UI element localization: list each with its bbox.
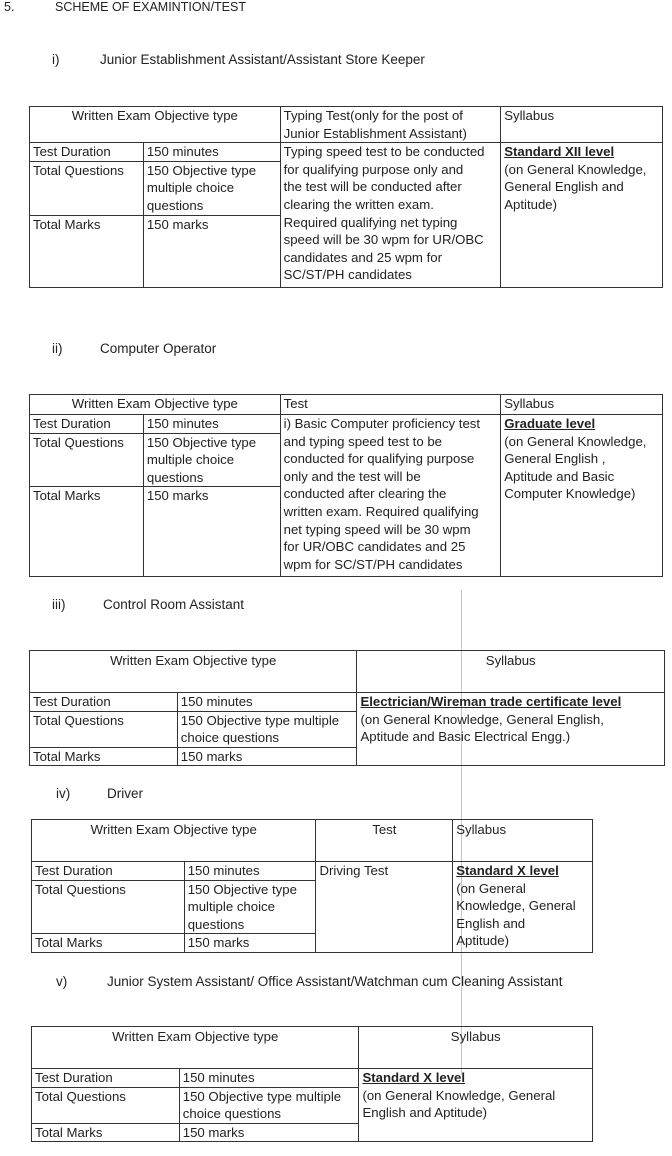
subsection-number: ii) bbox=[52, 341, 63, 356]
label-total-marks: Total Marks bbox=[30, 487, 144, 577]
subsection-title: Control Room Assistant bbox=[103, 597, 245, 612]
syllabus-level: Standard X level bbox=[456, 863, 559, 878]
test-details: i) Basic Computer proficiency test and typing speed test to be conducted for qualifying purpose only and the test will be conducted after clearing the written exam. Required qualifying net typing speed will be 30 wpm for UR/OBC candidates and 25 wpm for SC/ST/PH candidates bbox=[280, 415, 501, 577]
syllabus-level: Standard X level bbox=[362, 1070, 466, 1085]
label-total-marks: Total Marks bbox=[30, 747, 178, 766]
written-exam-header: Written Exam Objective type bbox=[30, 395, 281, 415]
value-total-marks: 150 marks bbox=[143, 215, 280, 287]
syllabus-level: Graduate level bbox=[504, 416, 596, 431]
subsection-number: v) bbox=[56, 974, 68, 989]
label-test-duration: Test Duration bbox=[32, 862, 185, 881]
subsection-title: Driver bbox=[107, 786, 143, 801]
syllabus-header: Syllabus bbox=[453, 820, 593, 862]
section-number: 5. bbox=[4, 0, 15, 14]
typing-test-details: Typing speed test to be conducted for qualifying purpose only and the test will be conducted after clearing the written exam. Required qualifying net typing speed will be 30 wpm for UR/OBC candidates and 25 wpm for SC/ST/PH candidates bbox=[280, 143, 501, 287]
syllabus-header: Syllabus bbox=[357, 651, 665, 693]
label-total-questions: Total Questions bbox=[30, 161, 144, 215]
syllabus-header: Syllabus bbox=[501, 107, 663, 143]
syllabus-details: Standard XII level (on General Knowledge, General English and Aptitude) bbox=[501, 143, 663, 287]
label-test-duration: Test Duration bbox=[30, 415, 144, 434]
exam-table-2 bbox=[29, 394, 663, 577]
value-total-questions: 150 Objective type multiple choice questions bbox=[143, 433, 280, 487]
label-total-marks: Total Marks bbox=[30, 215, 144, 287]
value-total-questions: 150 Objective type multiple choice questions bbox=[179, 1087, 359, 1123]
driving-test: Driving Test bbox=[316, 862, 453, 953]
section-title: SCHEME OF EXAMINTION/TEST bbox=[55, 0, 246, 14]
syllabus-level: Electrician/Wireman trade certificate level bbox=[360, 694, 622, 709]
subsection-number: iii) bbox=[52, 597, 66, 612]
syllabus-details: Electrician/Wireman trade certificate level (on General Knowledge, General English, Aptitude and Basic Electrical Engg.) bbox=[357, 693, 665, 766]
syllabus-details: Graduate level (on General Knowledge, General English , Aptitude and Basic Computer Knowledge) bbox=[501, 415, 663, 577]
syllabus-header: Syllabus bbox=[501, 395, 663, 415]
test-header: Test bbox=[280, 395, 501, 415]
written-exam-header: Written Exam Objective type bbox=[30, 651, 357, 693]
label-total-questions: Total Questions bbox=[32, 880, 185, 934]
syllabus-level: Standard XII level bbox=[504, 144, 615, 160]
label-test-duration: Test Duration bbox=[32, 1069, 180, 1088]
exam-table-5 bbox=[31, 1026, 593, 1142]
value-total-marks: 150 marks bbox=[143, 487, 280, 577]
subsection-title: Junior Establishment Assistant/Assistant Store Keeper bbox=[100, 52, 425, 67]
exam-table-3 bbox=[29, 650, 665, 766]
value-total-marks: 150 marks bbox=[184, 934, 316, 953]
label-total-questions: Total Questions bbox=[30, 433, 144, 487]
typing-test-header: Typing Test(only for the post of Junior Establishment Assistant) bbox=[280, 107, 501, 143]
label-test-duration: Test Duration bbox=[30, 143, 144, 162]
subsection-title: Junior System Assistant/ Office Assistant/Watchman cum Cleaning Assistant bbox=[107, 974, 563, 989]
value-test-duration: 150 minutes bbox=[143, 143, 280, 162]
value-total-questions: 150 Objective type multiple choice questions bbox=[143, 161, 280, 215]
label-test-duration: Test Duration bbox=[30, 693, 178, 712]
value-test-duration: 150 minutes bbox=[179, 1069, 359, 1088]
value-total-questions: 150 Objective type multiple choice questions bbox=[184, 880, 316, 934]
label-total-marks: Total Marks bbox=[32, 934, 185, 953]
written-exam-header: Written Exam Objective type bbox=[32, 820, 316, 862]
subsection-number: i) bbox=[52, 52, 60, 67]
syllabus-details: Standard X level (on General Knowledge, General English and Aptitude) bbox=[359, 1069, 593, 1142]
value-test-duration: 150 minutes bbox=[177, 693, 357, 712]
label-total-questions: Total Questions bbox=[32, 1087, 180, 1123]
exam-table-4 bbox=[31, 819, 593, 953]
label-total-questions: Total Questions bbox=[30, 711, 178, 747]
label-total-marks: Total Marks bbox=[32, 1123, 180, 1142]
syllabus-header: Syllabus bbox=[359, 1027, 593, 1069]
written-exam-header: Written Exam Objective type bbox=[30, 107, 281, 143]
value-total-questions: 150 Objective type multiple choice questions bbox=[177, 711, 357, 747]
exam-table-1 bbox=[29, 106, 663, 288]
test-header: Test bbox=[316, 820, 453, 862]
value-test-duration: 150 minutes bbox=[143, 415, 280, 434]
value-total-marks: 150 marks bbox=[177, 747, 357, 766]
subsection-number: iv) bbox=[56, 786, 71, 801]
syllabus-details: Standard X level (on General Knowledge, General English and Aptitude) bbox=[453, 862, 593, 953]
value-total-marks: 150 marks bbox=[179, 1123, 359, 1142]
value-test-duration: 150 minutes bbox=[184, 862, 316, 881]
written-exam-header: Written Exam Objective type bbox=[32, 1027, 359, 1069]
subsection-title: Computer Operator bbox=[100, 341, 217, 356]
